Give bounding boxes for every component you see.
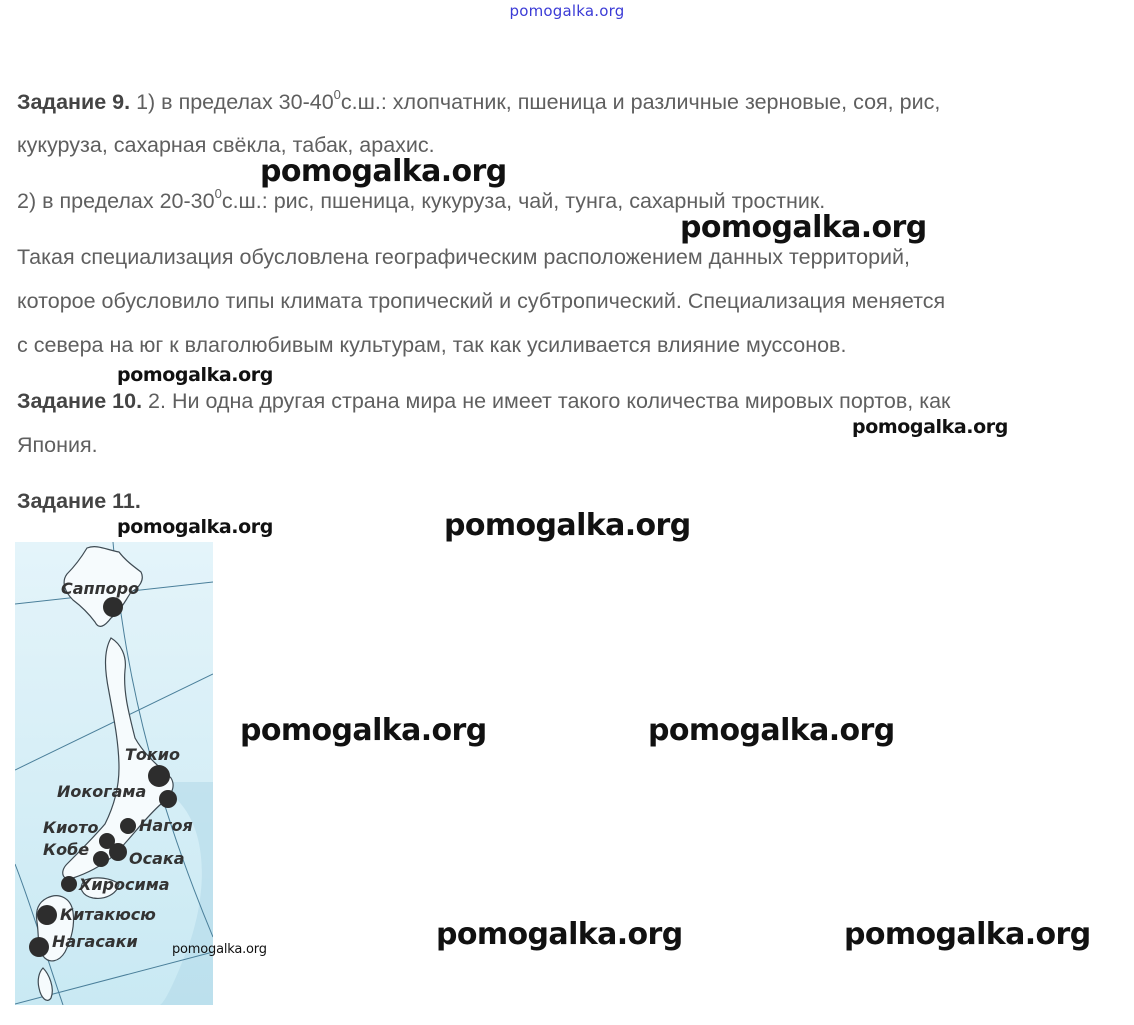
city-label-hiroshima: Хиросима bbox=[79, 875, 170, 894]
city-marker-yokohama bbox=[159, 790, 177, 808]
japan-map-svg bbox=[15, 542, 213, 1005]
city-label-osaka: Осака bbox=[129, 849, 185, 868]
watermark: pomogalka.org bbox=[680, 210, 927, 245]
city-marker-sapporo bbox=[103, 597, 123, 617]
city-marker-kitakyushu bbox=[37, 905, 57, 925]
watermark: pomogalka.org bbox=[240, 713, 487, 748]
japan-map bbox=[15, 542, 213, 1005]
task10-line-1 bbox=[17, 389, 950, 414]
watermark: pomogalka.org bbox=[436, 917, 683, 952]
task9-para-line-3: с севера на юг к влаголюбивым культурам, так как усиливается влияние муссонов. bbox=[17, 333, 847, 357]
task9-line-1 bbox=[17, 89, 940, 115]
city-label-tokyo: Токио bbox=[125, 745, 180, 764]
watermark: pomogalka.org bbox=[444, 508, 691, 543]
city-marker-nagoya bbox=[120, 818, 136, 834]
task9-title: Задание 9. bbox=[17, 90, 131, 115]
task11-title: Задание 11. bbox=[17, 489, 141, 513]
watermark: pomogalka.org bbox=[172, 942, 267, 957]
city-label-yokohama: Иокогама bbox=[57, 782, 147, 801]
watermark: pomogalka.org bbox=[260, 154, 507, 189]
city-marker-nagasaki bbox=[29, 937, 49, 957]
city-label-sapporo: Саппоро bbox=[61, 579, 140, 598]
degree-sup-2: 0 bbox=[214, 186, 222, 201]
task10-line-2: Япония. bbox=[17, 433, 98, 457]
watermark: pomogalka.org bbox=[852, 416, 1008, 438]
city-marker-kobe bbox=[93, 851, 109, 867]
city-marker-tokyo bbox=[148, 765, 170, 787]
city-label-kitakyushu: Китакюсю bbox=[60, 905, 156, 924]
city-marker-osaka bbox=[109, 843, 127, 861]
city-label-kobe: Кобе bbox=[43, 840, 90, 859]
degree-sup-1: 0 bbox=[333, 87, 341, 102]
task10-title: Задание 10. bbox=[17, 389, 143, 413]
city-label-nagoya: Нагоя bbox=[139, 816, 193, 835]
city-label-nagasaki: Нагасаки bbox=[52, 932, 138, 951]
watermark: pomogalka.org bbox=[117, 516, 273, 538]
task9-text-1a: 1) в пределах 30-40 bbox=[130, 90, 334, 115]
watermark: pomogalka.org bbox=[844, 917, 1091, 952]
task9-text-3a: 2) в пределах 20-30 bbox=[17, 189, 215, 214]
site-header-link[interactable]: pomogalka.org bbox=[509, 2, 625, 20]
watermark: pomogalka.org bbox=[117, 364, 273, 386]
watermark: pomogalka.org bbox=[648, 713, 895, 748]
city-marker-hiroshima bbox=[61, 876, 77, 892]
task9-text-1b: с.ш.: хлопчатник, пшеница и различные зерновые, соя, рис, bbox=[340, 90, 941, 115]
task9-text-3b: с.ш.: рис, пшеница, кукуруза, чай, тунга, сахарный тростник. bbox=[221, 189, 826, 214]
task9-para-line-1: Такая специализация обусловлена географическим расположением данных территорий, bbox=[17, 245, 911, 269]
task11-line bbox=[17, 489, 141, 514]
task9-para-line-2: которое обусловило типы климата тропический и субтропический. Специализация меняется bbox=[17, 289, 946, 313]
task10-text-1: 2. Ни одна другая страна мира не имеет такого количества мировых портов, как bbox=[142, 389, 951, 413]
city-label-kyoto: Киото bbox=[43, 818, 99, 837]
task9-line-2: кукуруза, сахарная свёкла, табак, арахис. bbox=[17, 133, 435, 157]
